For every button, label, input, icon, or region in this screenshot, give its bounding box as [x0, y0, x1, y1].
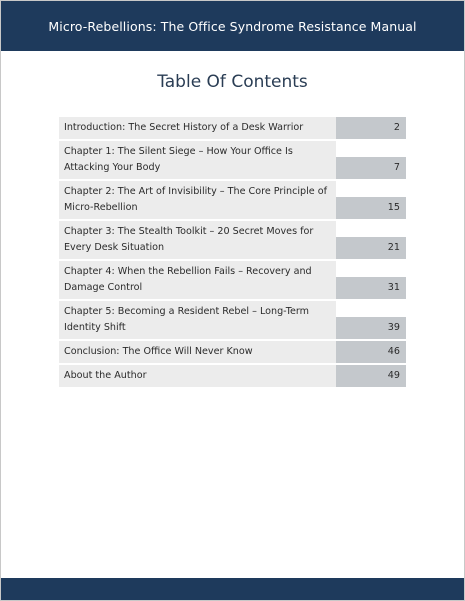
toc-entry-title: Introduction: The Secret History of a Desk Warrior [59, 117, 336, 139]
toc-entry-chapter-4[interactable] [59, 261, 406, 299]
toc-entry-page-cell [336, 181, 406, 219]
toc-entry-chapter-2[interactable] [59, 181, 406, 219]
toc-entry-page-cell [336, 117, 406, 139]
toc-entry-title: Chapter 1: The Silent Siege – How Your Office Is Attacking Your Body [59, 141, 336, 179]
toc-entry-chapter-5[interactable] [59, 301, 406, 339]
toc-entry-page-cell [336, 365, 406, 387]
toc-table [59, 115, 406, 389]
toc-entry-page: 21 [336, 237, 406, 259]
toc-entry-chapter-3[interactable] [59, 221, 406, 259]
toc-entry-title: Chapter 5: Becoming a Resident Rebel – Long-Term Identity Shift [59, 301, 336, 339]
toc-entry-page: 15 [336, 197, 406, 219]
toc-entry-title: Chapter 3: The Stealth Toolkit – 20 Secret Moves for Every Desk Situation [59, 221, 336, 259]
toc-entry-about-author[interactable] [59, 365, 406, 387]
document-title: Micro-Rebellions: The Office Syndrome Resistance Manual [48, 18, 417, 34]
toc-entry-conclusion[interactable] [59, 341, 406, 363]
toc-entry-page: 7 [336, 157, 406, 179]
toc-entry-title: Conclusion: The Office Will Never Know [59, 341, 336, 363]
toc-entry-page: 49 [336, 365, 406, 387]
toc-entry-page: 31 [336, 277, 406, 299]
toc-entry-title: Chapter 4: When the Rebellion Fails – Recovery and Damage Control [59, 261, 336, 299]
toc-entry-page-cell [336, 141, 406, 179]
toc-entry-title: About the Author [59, 365, 336, 387]
toc-entry-page-cell [336, 301, 406, 339]
toc-heading: Table Of Contents [157, 72, 308, 92]
toc-entry-page-cell [336, 261, 406, 299]
header-bar [1, 1, 464, 51]
toc-entry-introduction[interactable] [59, 117, 406, 139]
toc-entry-chapter-1[interactable] [59, 141, 406, 179]
toc-entry-page-cell [336, 221, 406, 259]
toc-entry-title: Chapter 2: The Art of Invisibility – The Core Principle of Micro-Rebellion [59, 181, 336, 219]
footer-bar [1, 578, 464, 600]
toc-entry-page: 46 [336, 341, 406, 363]
toc-entry-page-cell [336, 341, 406, 363]
toc-entry-page: 2 [336, 117, 406, 139]
toc-entry-page: 39 [336, 317, 406, 339]
